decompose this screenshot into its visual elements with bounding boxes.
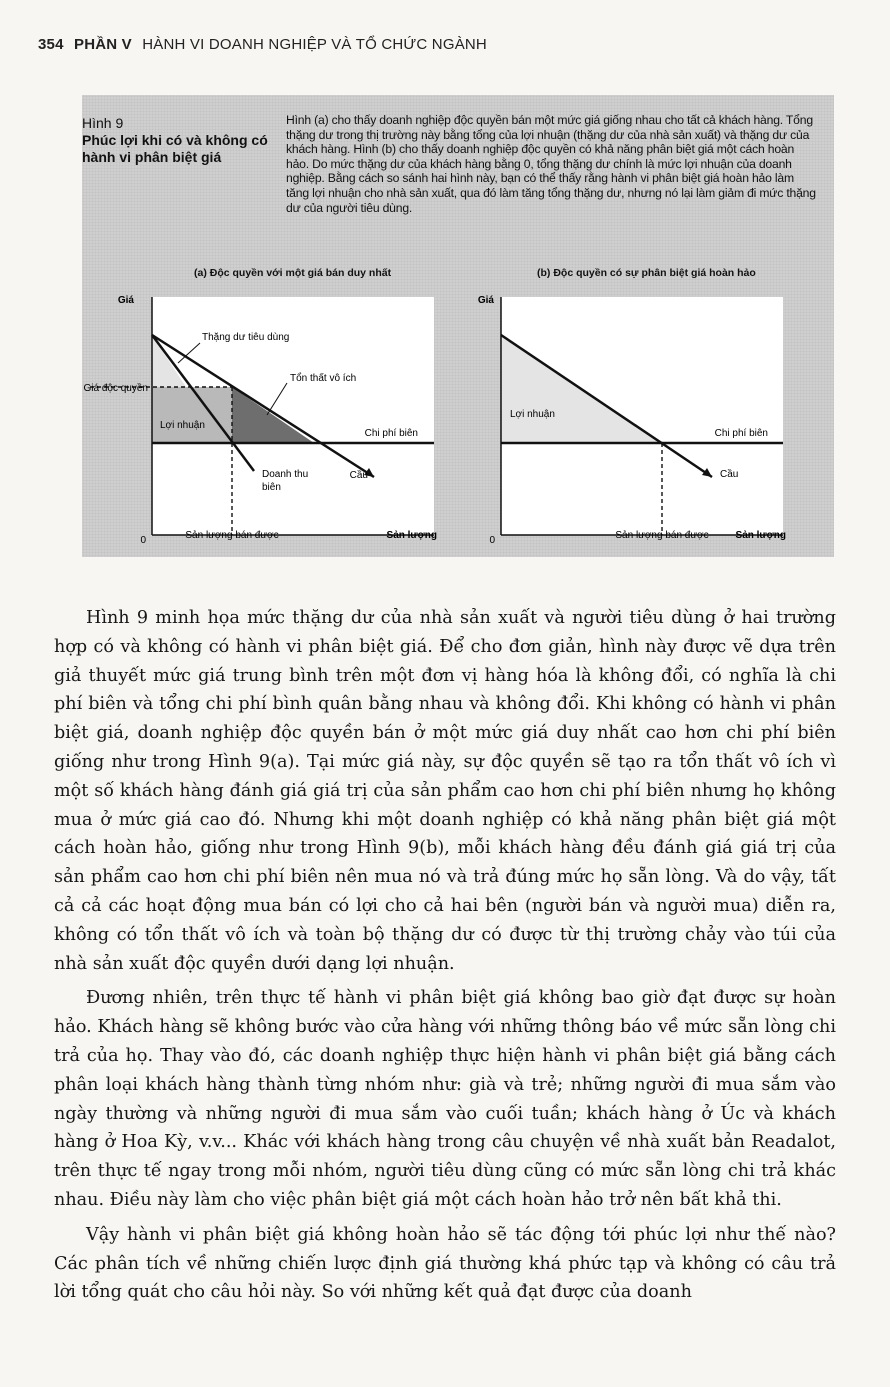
panel-a-origin: 0 xyxy=(140,535,146,546)
panel-b-x-label: Sản lượng xyxy=(735,530,786,541)
panel-b-origin: 0 xyxy=(489,535,495,546)
running-head xyxy=(38,36,487,53)
panel-a-quantity-label: Sản lượng bán được xyxy=(185,530,279,541)
panel-b-quantity-label: Sản lượng bán được xyxy=(615,530,709,541)
panel-b-y-label: Giá xyxy=(477,295,494,306)
panel-a-x-label: Sản lượng xyxy=(386,530,437,541)
panel-a-y-label: Giá xyxy=(117,295,134,306)
body-text xyxy=(54,604,836,1313)
panel-b-mc-label: Chi phí biên xyxy=(714,428,768,439)
panel-b-demand-label: Cầu xyxy=(720,469,739,480)
figure-title: Phúc lợi khi có và không có hành vi phân biệt giá xyxy=(82,132,268,165)
consumer-surplus-label: Thặng dư tiêu dùng xyxy=(202,332,290,343)
deadweight-loss-label: Tổn thất vô ích xyxy=(290,373,357,384)
panel-b-title: (b) Độc quyền có sự phân biệt giá hoàn hảo xyxy=(537,267,756,279)
panel-a-chart xyxy=(84,295,438,546)
panel-a-mc-label: Chi phí biên xyxy=(364,428,418,439)
page-number: 354 xyxy=(38,36,64,53)
panel-a-demand-label: Cầu xyxy=(349,470,368,481)
panel-a-mr-label-2: biên xyxy=(262,482,281,493)
part-label: PHẦN V xyxy=(74,36,132,53)
paragraph-3: Vậy hành vi phân biệt giá không hoàn hảo sẽ tác động tới phúc lợi như thế nào? Các phân tích về những chiến lược định giá thường khá phức tạp và không có câu trả lời tổng quát cho câu hỏi này. So với những kết quả đạt được của doanh xyxy=(54,1224,836,1303)
figure-box xyxy=(82,95,834,557)
panel-b-profit-label: Lợi nhuận xyxy=(510,409,555,420)
panel-a-profit-label: Lợi nhuận xyxy=(160,420,205,431)
paragraph-2: Đương nhiên, trên thực tế hành vi phân biệt giá không bao giờ đạt được sự hoàn hảo. Khách hàng sẽ không bước vào cửa hàng với những thông báo về mức sẵn lòng chi trả của họ. Thay vào đó, các doanh nghiệp thực hiện hành vi phân biệt giá bằng cách phân loại khách hàng thành từng nhóm như: già và trẻ; những người đi mua sắm vào ngày thường và những người đi mua sắm vào cuối tuần; khách hàng ở Úc và khách hàng ở Hoa Kỳ, v.v... Khác với khách hàng trong câu chuyện về nhà xuất bản Readalot, trên thực tế ngay trong mỗi nhóm, người tiêu dùng cũng có mức sẵn lòng chi trả khác nhau. Điều này làm cho việc phân biệt giá một cách hoàn hảo trở nên bất khả thi. xyxy=(54,988,836,1210)
panel-a-monopoly-price-label: Giá độc quyền xyxy=(83,383,148,394)
paragraph-1: Hình 9 minh họa mức thặng dư của nhà sản xuất và người tiêu dùng ở hai trường hợp có và không có hành vi phân biệt giá. Để cho đơn giản, hình này được vẽ dựa trên giả thuyết mức giá trung bình trên một đơn vị hàng hóa là không đổi, có nghĩa là chi phí biên và tổng chi phí bình quân bằng nhau và không đổi. Khi không có hành vi phân biệt giá, doanh nghiệp độc quyền bán ở một mức giá duy nhất cao hơn chi phí biên giống như trong Hình 9(a). Tại mức giá này, sự độc quyền sẽ tạo ra tổn thất vô ích vì một số khách hàng đánh giá giá trị của sản phẩm cao hơn chi phí biên nhưng họ không mua ở mức giá cao đó. Nhưng khi một doanh nghiệp có khả năng phân biệt giá một cách hoàn hảo, giống như trong Hình 9(b), mỗi khách hàng đều đánh giá giá trị của sản phẩm cao hơn chi phí biên nên mua nó và trả đúng mức họ sẵn lòng. Và do vậy, tất cả cả các hoạt động mua bán có lợi cho cả hai bên (người bán và người mua) diễn ra, không có tổn thất vô ích và toàn bộ thặng dư có được từ thị trường chảy vào túi của nhà sản xuất độc quyền dưới dạng lợi nhuận. xyxy=(54,608,836,974)
figure-label xyxy=(82,115,272,166)
panel-a-mr-label-1: Doanh thu xyxy=(262,469,309,480)
figure-charts xyxy=(82,285,834,557)
running-head-title: HÀNH VI DOANH NGHIỆP VÀ TỔ CHỨC NGÀNH xyxy=(142,36,487,53)
panel-b-chart xyxy=(478,295,786,546)
figure-number: Hình 9 xyxy=(82,115,124,131)
profit-area xyxy=(152,387,232,443)
panel-a-title: (a) Độc quyền với một giá bán duy nhất xyxy=(194,267,392,279)
figure-caption: Hình (a) cho thấy doanh nghiệp độc quyền bán một mức giá giống nhau cho tất cả khách hàng. Tổng thặng dư trong thị trường này bằng tổng của lợi nhuận (thặng dư của nhà sản xuất) và thặng dư của khách hàng. Hình (b) cho thấy doanh nghiệp độc quyền có khả năng phân biệt giá một cách hoàn hảo. Do mức thặng dư của khách hàng bằng 0, tổng thặng dư chính là mức lợi nhuận của doanh nghiệp. Bằng cách so sánh hai hình này, bạn có thể thấy rằng hành vi phân biệt giá hoàn hảo làm tăng lợi nhuận cho nhà sản xuất, qua đó làm tăng tổng thặng dư, nhưng nó lại làm giảm đi mức thặng dư của người tiêu dùng. xyxy=(286,113,816,215)
